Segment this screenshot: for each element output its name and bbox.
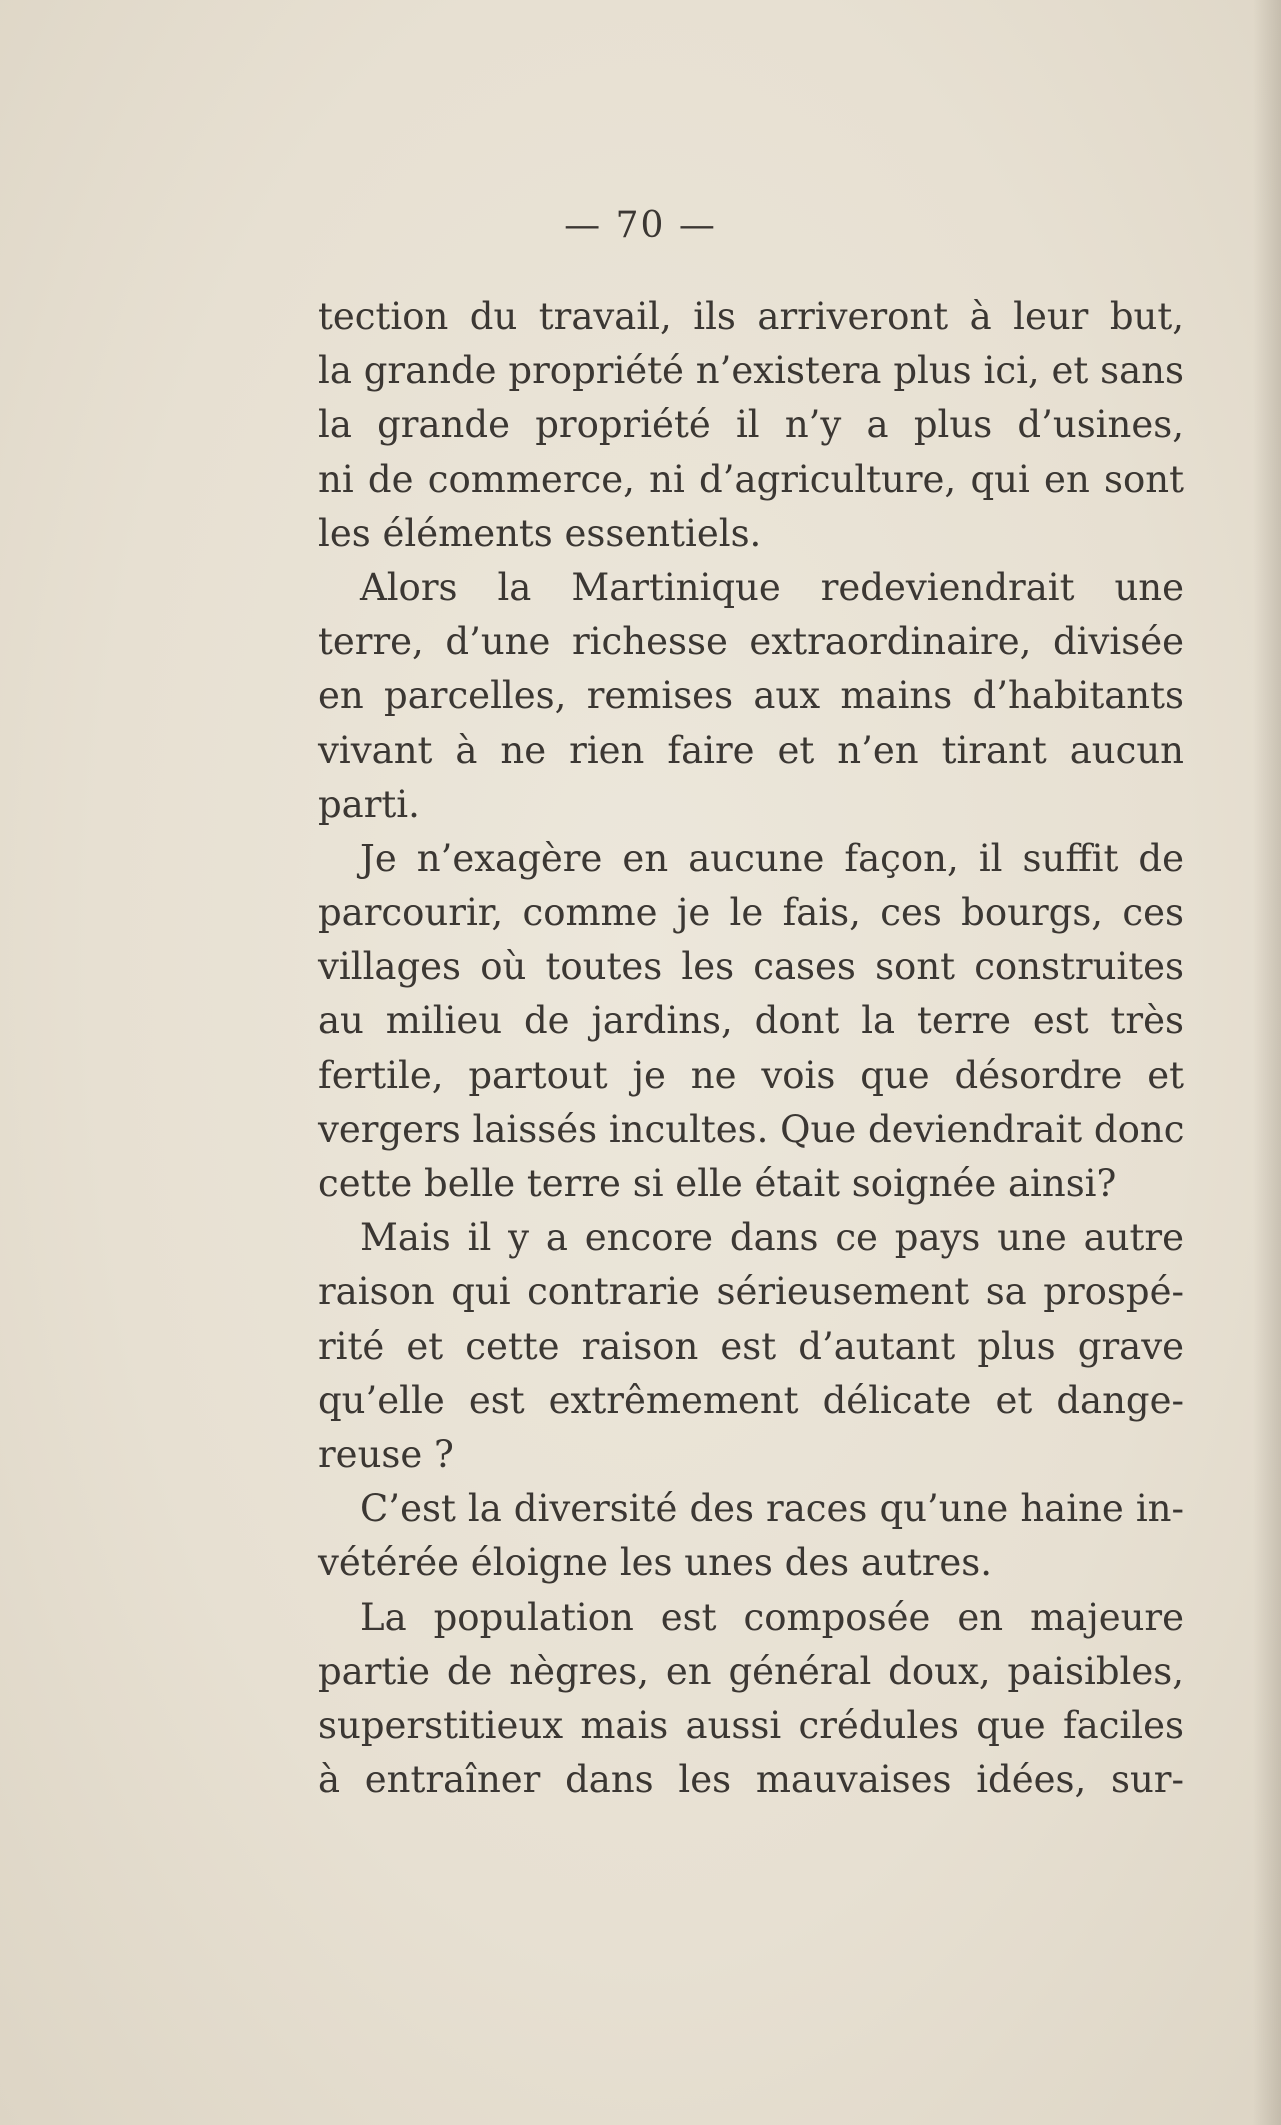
text-line: ni de commerce, ni d’agriculture, qui en sont: [318, 457, 1184, 501]
text-line: parti.: [318, 782, 420, 826]
text-line: à entraîner dans les mauvaises idées, sur-: [318, 1758, 1184, 1802]
text-line: au milieu de jardins, dont la terre est très: [318, 999, 1184, 1043]
text-line: vivant à ne rien faire et n’en tirant aucun: [318, 728, 1184, 772]
text-line: vergers laissés incultes. Que deviendrait donc: [318, 1107, 1185, 1151]
page-number: — 70 —: [564, 205, 717, 246]
text-line: cette belle terre si elle était soignée ainsi?: [318, 1162, 1117, 1205]
text-line: partie de nègres, en général doux, paisibles,: [318, 1649, 1184, 1693]
text-line: la grande propriété n’existera plus ici, et sans: [318, 349, 1184, 393]
text-line: raison qui contrarie sérieusement sa prospé-: [318, 1270, 1184, 1314]
text-line: Alors la Martinique redeviendrait une: [360, 565, 1184, 609]
text-line: terre, d’une richesse extraordinaire, divisée: [318, 620, 1184, 664]
text-line: Je n’exagère en aucune façon, il suffit de: [360, 836, 1184, 880]
text-line: la grande propriété il n’y a plus d’usines,: [318, 403, 1184, 447]
text-line: C’est la diversité des races qu’une haine in-: [360, 1487, 1184, 1531]
text-line: reuse ?: [318, 1432, 454, 1476]
text-line: parcourir, comme je le fais, ces bourgs, ces: [318, 891, 1184, 935]
text-line: les éléments essentiels.: [318, 511, 762, 555]
text-line: La population est composée en majeure: [360, 1595, 1184, 1639]
body-text: [318, 290, 1184, 1807]
page-edge-shadow: [1253, 0, 1281, 2125]
text-line: superstitieux mais aussi crédules que faciles: [318, 1703, 1184, 1747]
text-line: fertile, partout je ne vois que désordre et: [318, 1053, 1184, 1097]
text-line: qu’elle est extrêmement délicate et dange-: [318, 1378, 1184, 1422]
text-line: vétérée éloigne les unes des autres.: [318, 1541, 993, 1585]
text-line: rité et cette raison est d’autant plus grave: [318, 1324, 1184, 1368]
text-line: tection du travail, ils arriveront à leur but,: [318, 295, 1184, 338]
text-line: villages où toutes les cases sont construites: [318, 945, 1184, 989]
text-line: en parcelles, remises aux mains d’habitants: [318, 674, 1184, 718]
text-line: Mais il y a encore dans ce pays une autre: [360, 1216, 1184, 1260]
